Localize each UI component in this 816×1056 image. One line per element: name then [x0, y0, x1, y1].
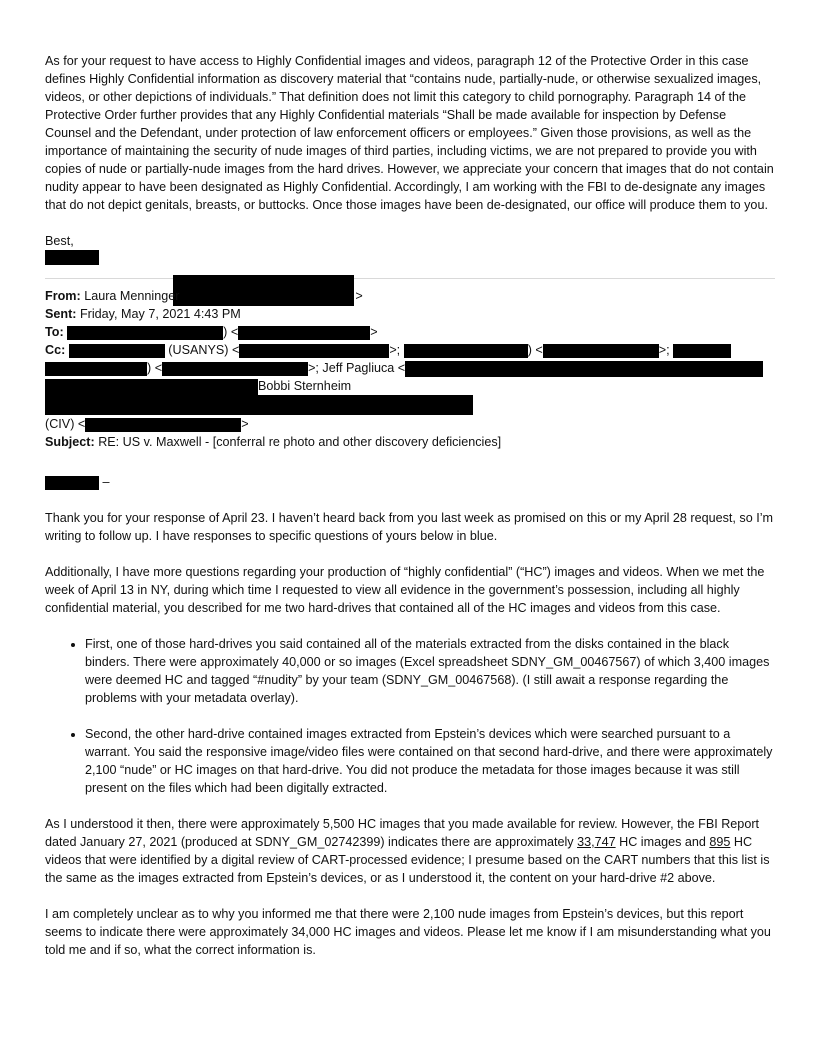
bullet-item-2: • Second, the other hard-drive contained images extracted from Epstein’s devices which were searched pursuant to a warrant. You said the responsive image/video files were contained on that second hard-drive, and there were approximately 2,100 “nude” or HC images on that hard-drive. You did not produce the metadata for those images because it was still present on the files which had been digitally extracted.	[85, 725, 775, 797]
bullet-list	[45, 635, 775, 797]
redacted-name	[45, 476, 99, 490]
cc-usanys: (USANYS) <	[168, 343, 240, 357]
from-label: From:	[45, 289, 81, 303]
cc-line-4: (CIV) < >	[45, 417, 249, 431]
subject-label: Subject:	[45, 435, 95, 449]
bullet-item-1: • First, one of those hard-drives you said contained all of the materials extracted from the disks contained in the black binders. There were approximately 40,000 or so images (Excel spreadsheet SDNY_GM_00467567) of which 3,400 images were deemed HC and tagged “#nudity” by your team (SDNY_GM_00467568). (I still await a response regarding the problems with your metadata overlay).	[85, 635, 775, 707]
p3-part-c: HC videos that were identified by a digital review of CART-processed evidence; I presume based on the CART numbers that this list is the same as the images extracted from Epstein’s devices, or as I understood it, the content on your hard-drive #2 above.	[45, 835, 770, 885]
hc-images-count: 33,747	[577, 835, 616, 849]
cc-label: Cc:	[45, 343, 66, 357]
cc-civ: (CIV) <	[45, 417, 86, 431]
subject-line	[45, 433, 775, 451]
cc-jeff: >; Jeff Pagliuca <	[308, 361, 406, 375]
from-value: Laura Menninger	[84, 289, 180, 303]
from-line: From: Laura Menninger >	[45, 289, 363, 303]
email-header	[45, 287, 775, 451]
salutation	[45, 473, 775, 491]
closing: Best,	[45, 234, 74, 248]
to-label: To:	[45, 325, 64, 339]
cc-line-2: ) < >; Jeff Pagliuca <	[45, 359, 775, 377]
body-paragraph-4: I am completely unclear as to why you informed me that there were 2,100 nude images from Epstein’s devices, but this report seems to indicate there were approximately 34,000 HC images and videos. Please let me know if I am misunderstanding what you told me and if so, what the correct information is.	[45, 907, 771, 957]
cc-line: Cc: (USANYS) < >; ) < >;	[45, 341, 775, 359]
subject-value: RE: US v. Maxwell - [conferral re photo and other discovery deficiencies]	[98, 435, 502, 449]
header-divider	[45, 278, 775, 279]
redacted-signature	[45, 250, 775, 268]
p3-part-a: As I understood it then, there were approximately 5,500 HC images that you made available for review. However, the FBI Report dated January 27, 2021 (produced at SDNY_GM_02742399) indicates there are approximately	[45, 817, 760, 849]
body-paragraph-2: Additionally, I have more questions regarding your production of “highly confidential” (“HC”) images and videos. When we met the week of April 13 in NY, during which time I requested to view all evidence in the government’s possession, including all highly confidential material, you described for me two hard-drives that contained all of the HC images and videos from this case.	[45, 565, 765, 615]
sent-line	[45, 305, 775, 323]
sent-value: Friday, May 7, 2021 4:43 PM	[79, 307, 241, 321]
p3-part-b: HC images and	[615, 835, 710, 849]
body-paragraph-3	[45, 815, 775, 887]
reply-paragraph: As for your request to have access to Highly Confidential images and videos, paragraph 12 of the Protective Order in this case defines Highly Confidential information as discovery material that “contains nude, partially-nude, or otherwise sexualized images, videos, or other depictions of individuals.” That definition does not limit this category to child pornography. Paragraph 14 of the Protective Order further provides that any Highly Confidential materials “Shall be made available for inspection by Defense Counsel and the Defendant, under protection of law enforcement officers or employees.” Given those provisions, as well as the importance of maintaining the security of nude images of third parties, including victims, we are not prepared to provide you with copies of nude or partially-nude images from the hard drives. However, we appreciate your concern that images that do not contain nudity appear to have been designated as Highly Confidential. Accordingly, I am working with the FBI to de-designate any images that do not depict genitals, breasts, or buttocks. Once those images have been de-designated, our office will produce them to you.	[45, 54, 774, 212]
cc-bobbi: Bobbi Sternheim	[258, 379, 352, 393]
body-paragraph-1: Thank you for your response of April 23. I haven’t heard back from you last week as promised on this or my April 28 request, so I’m writing to follow up. I have responses to specific questions of yours below in blue.	[45, 511, 773, 543]
cc-line-3	[45, 377, 775, 415]
email-document	[45, 52, 775, 959]
salutation-dash: –	[102, 475, 110, 489]
hc-videos-count: 895	[709, 835, 731, 849]
to-line: To: ) < >	[45, 325, 378, 339]
sent-label: Sent:	[45, 307, 77, 321]
